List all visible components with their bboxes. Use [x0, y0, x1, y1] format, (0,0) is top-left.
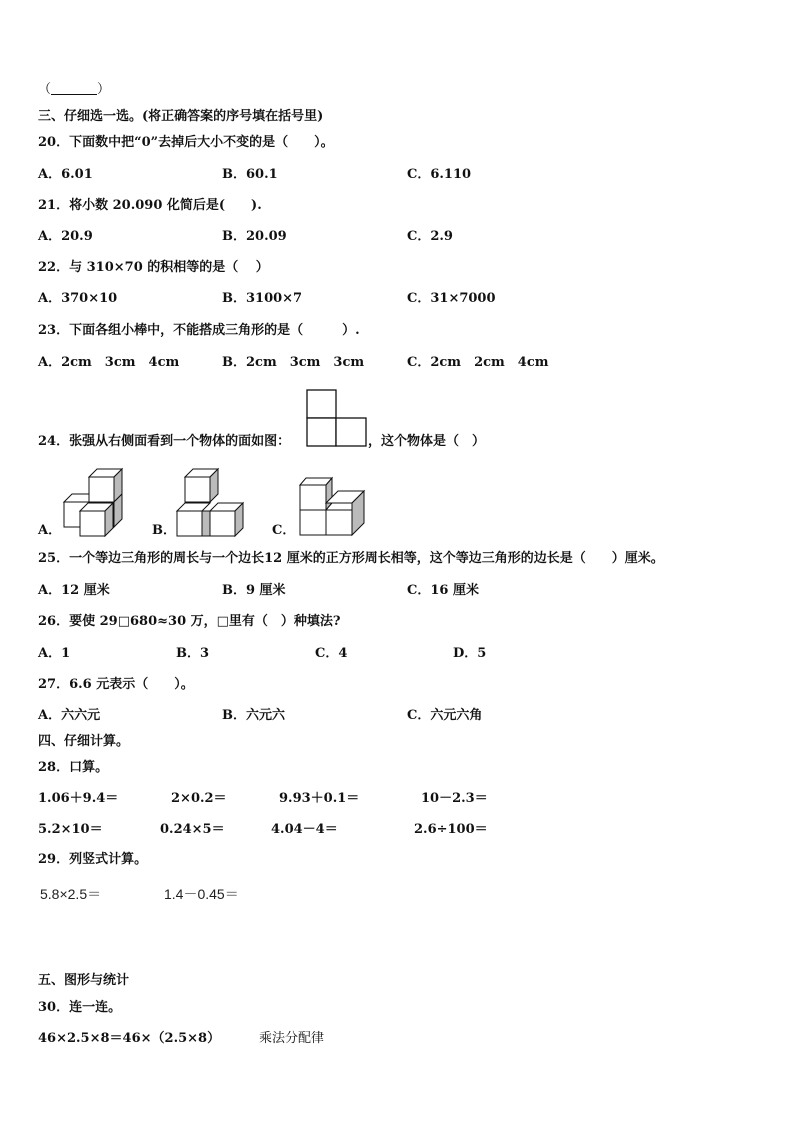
q26-option-c[interactable]: C．4	[315, 646, 348, 661]
q24-option-c-cubes[interactable]	[298, 475, 366, 537]
q27-option-b[interactable]: B．六元六	[222, 708, 285, 723]
q22-option-b[interactable]: B．3100×7	[222, 291, 303, 306]
question-25: 25．一个等边三角形的周长与一个边长12 厘米的正方形周长相等，这个等边三角形的边长是（ ）厘米。	[38, 551, 664, 566]
q23-option-a[interactable]: A．2cm 3cm 4cm	[38, 355, 180, 370]
q25-option-c[interactable]: C．16 厘米	[407, 583, 479, 598]
q23-option-c[interactable]: C．2cm 2cm 4cm	[407, 355, 549, 370]
q23-option-b[interactable]: B．2cm 3cm 3cm	[222, 355, 365, 370]
q22-option-a[interactable]: A．370×10	[38, 291, 118, 306]
mental-calc-8: 2.6÷100＝	[414, 822, 488, 837]
mental-calc-3: 9.93＋0.1＝	[279, 791, 360, 806]
mental-calc-1: 1.06＋9.4＝	[38, 791, 119, 806]
q22-option-c[interactable]: C．31×7000	[407, 291, 496, 306]
vertical-calc-2: 1.4－0.45＝	[164, 886, 239, 902]
q26-option-b[interactable]: B．3	[176, 646, 210, 661]
q25-option-a[interactable]: A．12 厘米	[38, 583, 110, 598]
q26-option-a[interactable]: A．1	[38, 646, 71, 661]
vertical-calc-1: 5.8×2.5＝	[40, 886, 102, 902]
q24-option-b[interactable]: B．	[152, 523, 176, 538]
q27-option-c[interactable]: C．六元六角	[407, 708, 483, 723]
section-3-title: 三、仔细选一选。(将正确答案的序号填在括号里)	[38, 109, 324, 124]
question-28: 28．口算。	[38, 760, 109, 775]
mental-calc-5: 5.2×10＝	[38, 822, 103, 837]
question-24-tail: ，这个物体是（ ）	[368, 434, 486, 449]
q24-option-c[interactable]: C．	[272, 523, 296, 538]
q24-option-b-cubes[interactable]	[175, 467, 247, 537]
q20-option-c[interactable]: C．6.110	[407, 167, 472, 182]
q20-option-b[interactable]: B．60.1	[222, 167, 278, 182]
q24-option-a[interactable]: A．	[38, 523, 62, 538]
mental-calc-2: 2×0.2＝	[171, 791, 227, 806]
q21-option-c[interactable]: C．2.9	[407, 229, 453, 244]
question-24: 24．张强从右侧面看到一个物体的面如图：	[38, 434, 291, 449]
question-27: 27．6.6 元表示（ ）。	[38, 677, 194, 692]
question-26: 26．要使 29□680≈30 万，□里有（ ）种填法?	[38, 614, 341, 629]
mental-calc-6: 0.24×5＝	[160, 822, 225, 837]
answer-blank[interactable]	[51, 82, 97, 95]
match-left-item[interactable]: 46×2.5×8＝46×（2.5×8）	[38, 1031, 221, 1046]
q26-option-d[interactable]: D．5	[453, 646, 487, 661]
question-29: 29．列竖式计算。	[38, 852, 148, 867]
mental-calc-7: 4.04－4＝	[271, 822, 338, 837]
section-4-title: 四、仔细计算。	[38, 734, 130, 749]
q24-option-a-cubes[interactable]	[62, 467, 126, 537]
right-side-view-figure	[306, 389, 368, 447]
q25-option-b[interactable]: B．9 厘米	[222, 583, 286, 598]
match-right-item[interactable]: 乘法分配律	[259, 1031, 325, 1046]
top-blank: （ ）	[38, 82, 111, 97]
q27-option-a[interactable]: A．六六元	[38, 708, 101, 723]
section-5-title: 五、图形与统计	[38, 973, 130, 988]
q21-option-b[interactable]: B．20.09	[222, 229, 287, 244]
question-23: 23．下面各组小棒中，不能搭成三角形的是（ ）.	[38, 323, 360, 338]
question-21: 21．将小数 20.090 化简后是( ).	[38, 198, 262, 213]
q20-option-a[interactable]: A．6.01	[38, 167, 93, 182]
mental-calc-4: 10－2.3＝	[421, 791, 488, 806]
question-22: 22．与 310×70 的积相等的是（ ）	[38, 260, 269, 275]
question-20: 20．下面数中把“0”去掉后大小不变的是（ ）。	[38, 135, 334, 150]
question-30: 30．连一连。	[38, 1000, 122, 1015]
q21-option-a[interactable]: A．20.9	[38, 229, 93, 244]
